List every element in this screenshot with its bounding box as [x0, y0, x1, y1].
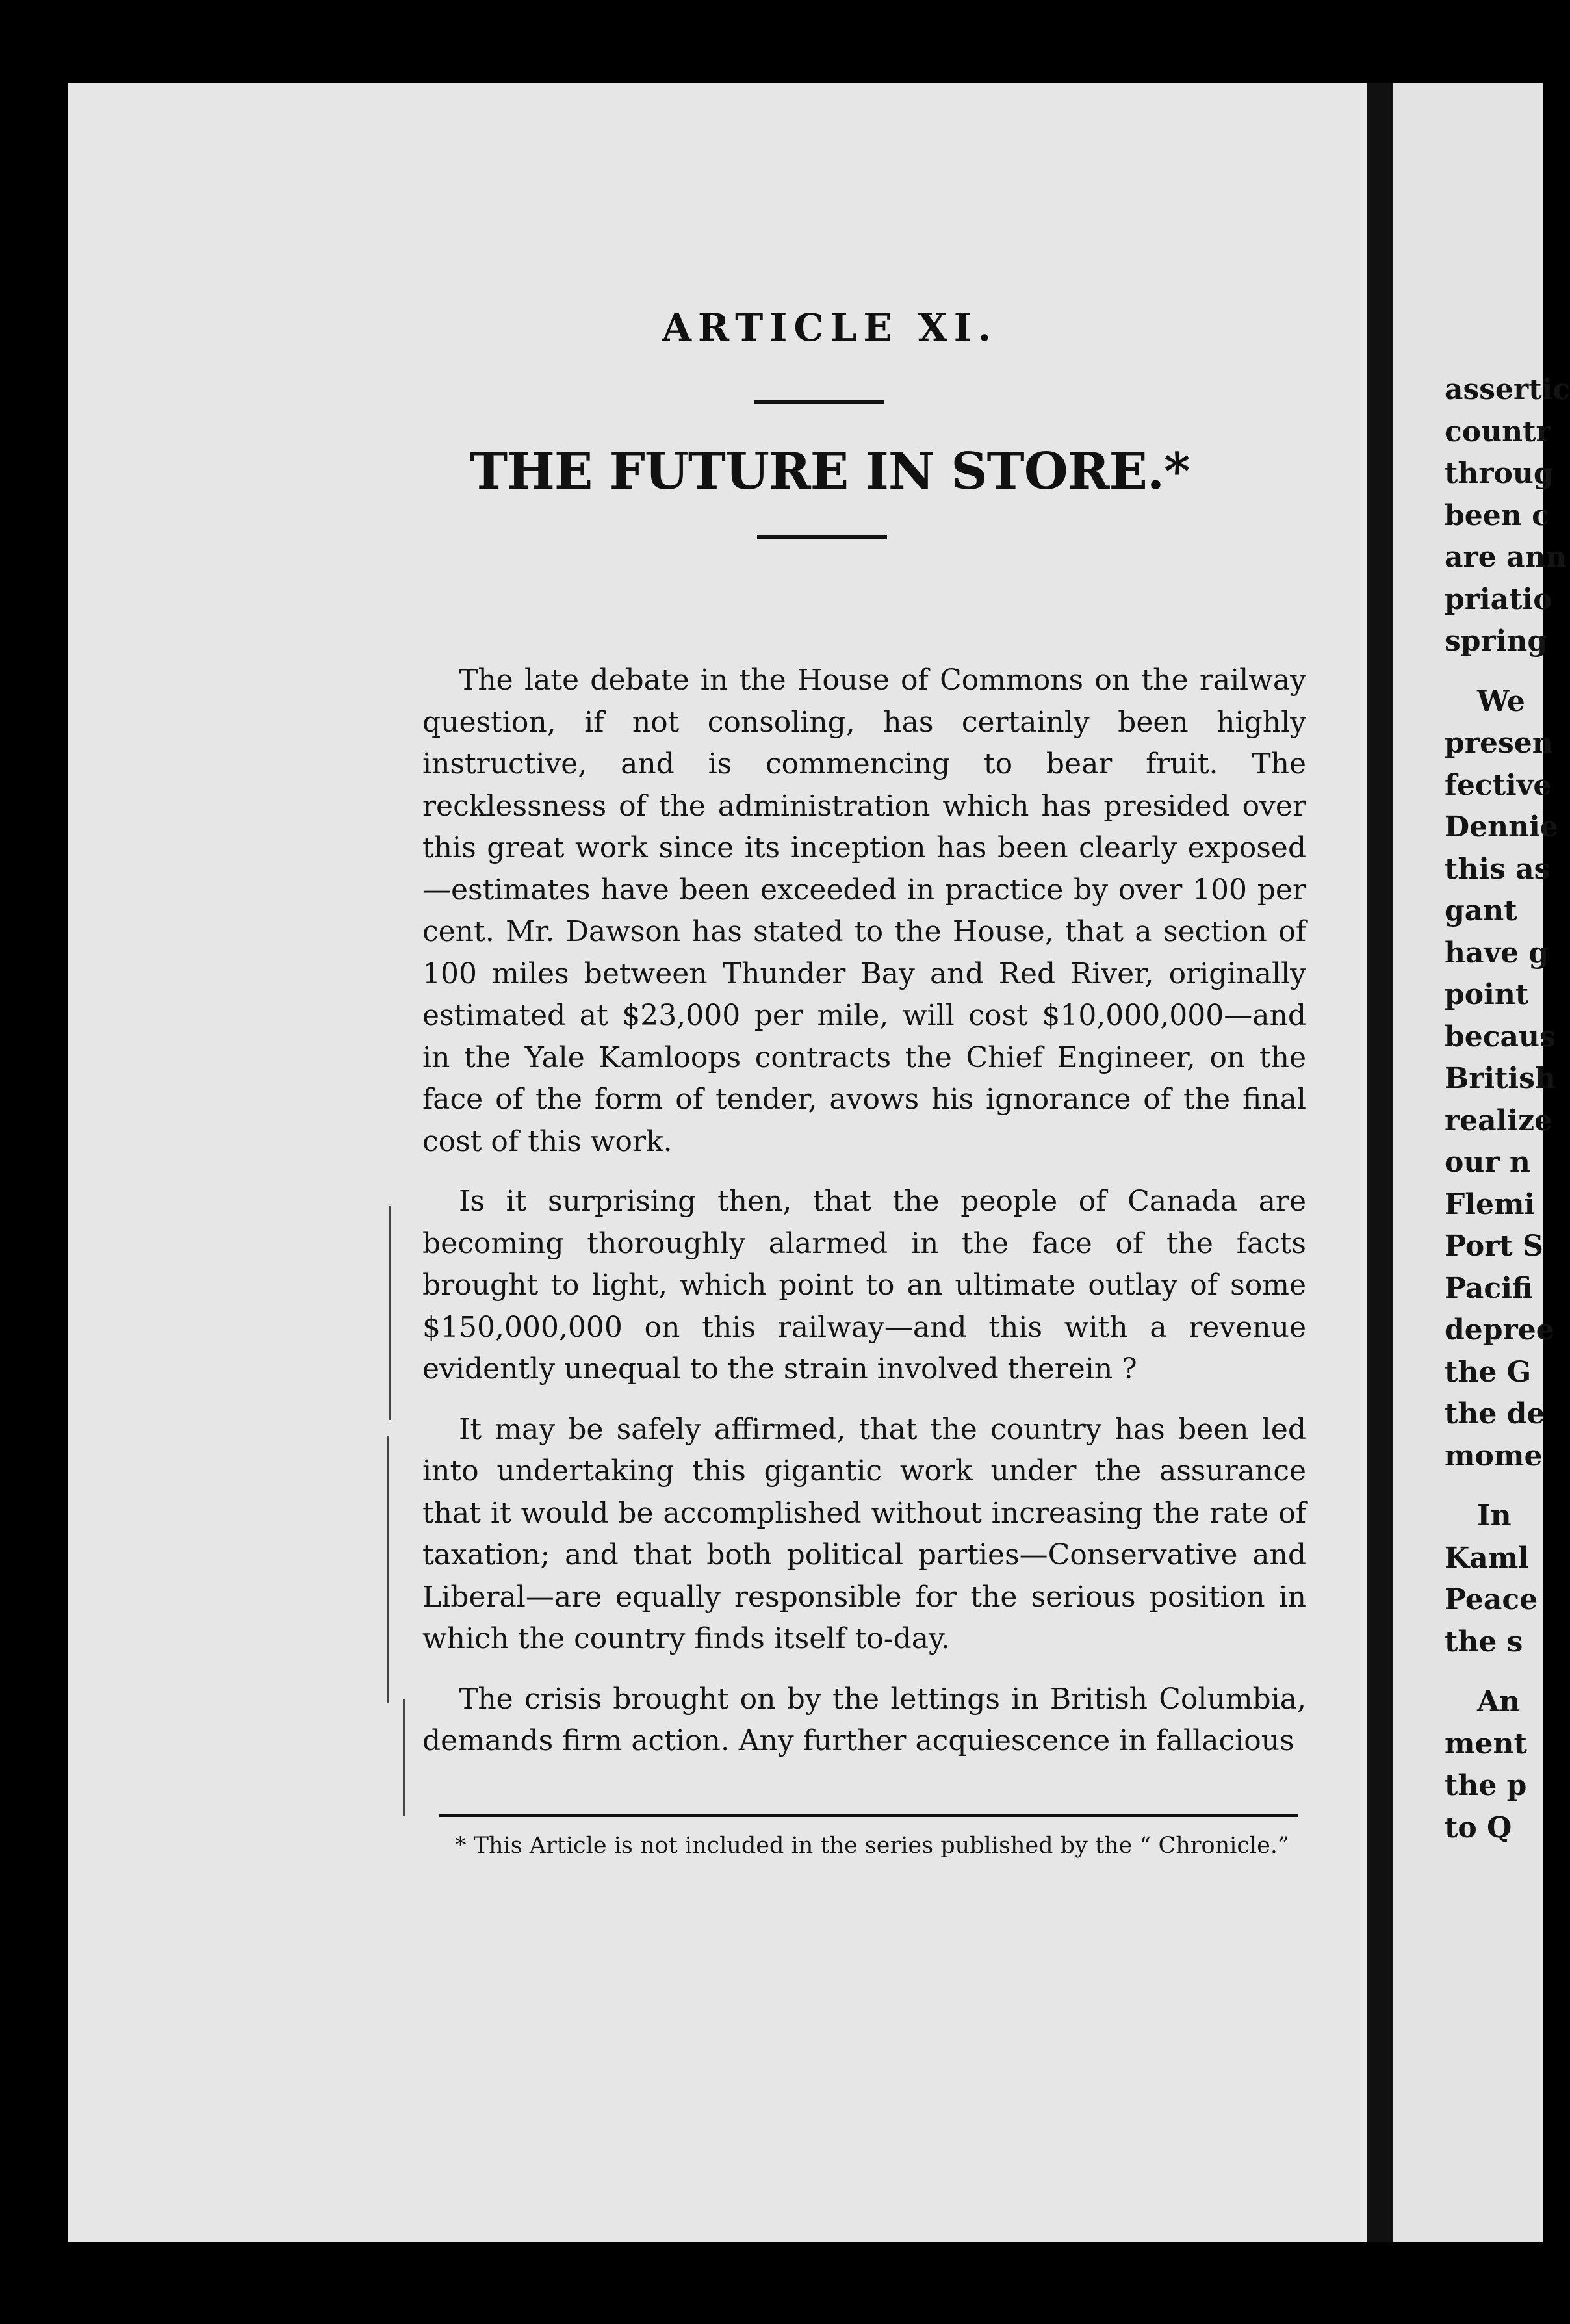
right-page-line: We	[1477, 684, 1525, 718]
right-page-line: Flemi	[1445, 1187, 1536, 1221]
margin-pencil-mark-1	[389, 1206, 391, 1420]
right-page-line: point	[1445, 978, 1529, 1011]
right-page-line: have g	[1445, 936, 1549, 970]
margin-pencil-mark-2	[387, 1436, 389, 1703]
right-page-line: Pacifi	[1445, 1271, 1533, 1305]
right-page-line: In	[1477, 1499, 1512, 1532]
title-rule-top	[754, 400, 884, 404]
margin-pencil-mark-3	[403, 1699, 405, 1816]
footnote: * This Article is not included in the series published by the “ Chronicle.”	[455, 1833, 1289, 1859]
right-page-line: spring	[1445, 625, 1548, 658]
paragraph-1: The late debate in the House of Commons on the railway question, if not consoling, has certainly been highly instructive, and is commencing to bear fruit. The recklessness of the administration which has presided over this great work since its inception has been clearly exposed—estimates have been exceeded in practice by over 100 per cent. Mr. Dawson has stated to the House, that a section of 100 miles between Thunder Bay and Red River, originally estimated at $23,000 per mile, will cost $10,000,000—and in the Yale Kamloops contracts the Chief Engineer, on the face of the form of tender, avows his ignorance of the final cost of this work.	[422, 664, 1306, 1158]
right-page-paragraph-gap	[1445, 1663, 1570, 1681]
right-page-line: the p	[1445, 1769, 1527, 1802]
title-rule-bottom	[757, 535, 887, 539]
article-title: THE FUTURE IN STORE.*	[470, 442, 1190, 501]
right-page-line: are ann	[1445, 541, 1567, 574]
right-page-line: been c	[1445, 498, 1549, 532]
paragraph-2: Is it surprising then, that the people of Canada are becoming thoroughly alarmed in the face of the facts brought to light, which point to an ultimate outlay of some $150,000,000 on this railway—and this with a revenue evidently unequal to the strain involved therein ?	[422, 1185, 1306, 1386]
right-page-line: Kaml	[1445, 1541, 1530, 1575]
right-page-line: becaus	[1445, 1020, 1556, 1053]
paragraph-3: It may be safely affirmed, that the country has been led into undertaking this gigantic work under the assurance that it would be accomplished without increasing the rate of taxation; and that both political parties—Conservative and Liberal—are equally responsible for the serious position in which the country finds itself to-day.	[422, 1412, 1306, 1655]
right-page-paragraph-gap	[1445, 663, 1570, 681]
right-page-line: mome	[1445, 1439, 1543, 1473]
right-page-line: Dennie	[1445, 810, 1558, 844]
right-page-line: presen	[1445, 727, 1553, 760]
right-page-line: throug	[1445, 457, 1554, 490]
right-page-line: assertic	[1445, 373, 1570, 406]
right-page-line: fective	[1445, 768, 1552, 802]
right-page-line: our n	[1445, 1146, 1530, 1179]
right-page-line: ment	[1445, 1727, 1527, 1761]
right-page-line: this as	[1445, 852, 1551, 886]
right-page-line: priatio	[1445, 582, 1552, 616]
article-number: ARTICLE XI.	[662, 305, 998, 350]
right-page-line: British	[1445, 1062, 1556, 1095]
right-page-paragraph-gap	[1445, 1477, 1570, 1495]
right-page-line: the s	[1445, 1625, 1523, 1659]
article-body	[422, 660, 1306, 1781]
right-page-line: countr	[1445, 415, 1551, 448]
right-page-line: Peace	[1445, 1583, 1538, 1616]
right-page-line: Port S	[1445, 1230, 1543, 1263]
footnote-rule	[439, 1814, 1298, 1817]
right-page-line: depree	[1445, 1313, 1554, 1347]
right-page-line: the de	[1445, 1397, 1545, 1430]
right-page-line: the G	[1445, 1355, 1532, 1389]
right-page-line: An	[1477, 1685, 1521, 1718]
paragraph-4: The crisis brought on by the lettings in British Columbia, demands firm action. Any further acquiescence in fallacious	[422, 1682, 1306, 1757]
right-page-text	[1445, 369, 1570, 1849]
right-page-line: gant	[1445, 894, 1517, 927]
right-page	[1393, 83, 1570, 2242]
right-page-line: to Q	[1445, 1811, 1512, 1844]
book-gutter	[1367, 83, 1393, 2242]
right-page-line: realize	[1445, 1104, 1553, 1137]
